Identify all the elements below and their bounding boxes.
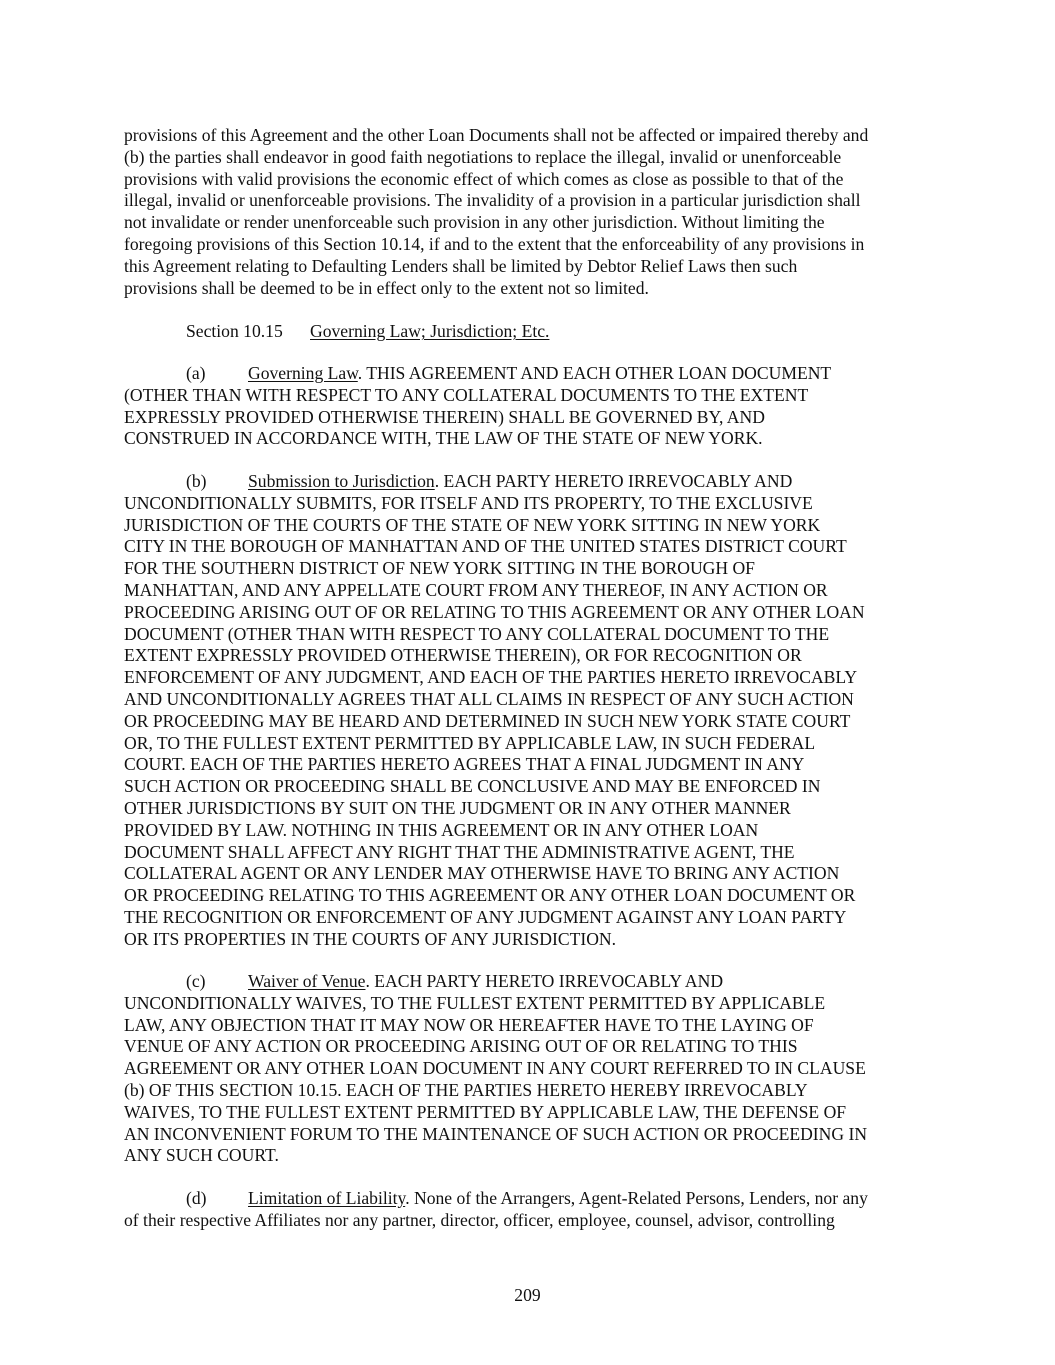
paragraph-a-first-line: . THIS AGREEMENT AND EACH OTHER LOAN DOCUMENT [357,363,832,383]
intro-line: foregoing provisions of this Section 10.14, if and to the extent that the enforceability of any provisions in [124,233,865,254]
paragraph-c [124,971,934,1167]
paragraph-b-first-line: . EACH PARTY HERETO IRREVOCABLY AND [434,471,793,491]
paragraph-d [124,1188,934,1232]
paragraph-line: EXPRESSLY PROVIDED OTHERWISE THEREIN) SHALL BE GOVERNED BY, AND [124,406,765,427]
paragraph-line: AND UNCONDITIONALLY AGREES THAT ALL CLAIMS IN RESPECT OF ANY SUCH ACTION [124,688,854,709]
paragraph-a-label: (a) [186,363,206,383]
paragraph-line: OR PROCEEDING MAY BE HEARD AND DETERMINED IN SUCH NEW YORK STATE COURT [124,710,851,731]
paragraph-line: UNCONDITIONALLY SUBMITS, FOR ITSELF AND ITS PROPERTY, TO THE EXCLUSIVE [124,492,813,513]
paragraph-b [124,471,934,951]
paragraph-line: JURISDICTION OF THE COURTS OF THE STATE OF NEW YORK SITTING IN NEW YORK [124,514,821,535]
paragraph-a-heading: Governing Law [248,363,358,383]
paragraph-line: (b) OF THIS SECTION 10.15. EACH OF THE PARTIES HERETO HEREBY IRREVOCABLY [124,1079,808,1100]
paragraph-line: DOCUMENT (OTHER THAN WITH RESPECT TO ANY COLLATERAL DOCUMENT TO THE [124,623,830,644]
intro-line: this Agreement relating to Defaulting Lenders shall be limited by Debtor Relief Laws then such [124,255,798,276]
paragraph-d-first-line: . None of the Arrangers, Agent-Related Persons, Lenders, nor any [405,1188,868,1208]
paragraph-line: FOR THE SOUTHERN DISTRICT OF NEW YORK SITTING IN THE BOROUGH OF [124,558,755,579]
paragraph-line: PROCEEDING ARISING OUT OF OR RELATING TO THIS AGREEMENT OR ANY OTHER LOAN [124,601,865,622]
section-heading [124,321,934,343]
section-number: Section 10.15 [186,321,283,341]
paragraph-line: COURT. EACH OF THE PARTIES HERETO AGREES THAT A FINAL JUDGMENT IN ANY [124,754,805,775]
paragraph-line: PROVIDED BY LAW. NOTHING IN THIS AGREEMENT OR IN ANY OTHER LOAN [124,819,759,840]
paragraph-line: MANHATTAN, AND ANY APPELLATE COURT FROM ANY THEREOF, IN ANY ACTION OR [124,579,828,600]
paragraph-line: EXTENT EXPRESSLY PROVIDED OTHERWISE THEREIN), OR FOR RECOGNITION OR [124,645,802,666]
intro-line: illegal, invalid or unenforceable provisions. The invalidity of a provision in a particular jurisdiction shall [124,190,861,211]
paragraph-d-label: (d) [186,1188,207,1208]
intro-line: provisions of this Agreement and the other Loan Documents shall not be affected or impaired thereby and [124,125,869,145]
paragraph-line: AN INCONVENIENT FORUM TO THE MAINTENANCE OF SUCH ACTION OR PROCEEDING IN [124,1123,868,1144]
paragraph-b-label: (b) [186,471,207,491]
paragraph-c-heading: Waiver of Venue [248,971,366,991]
paragraph-line: VENUE OF ANY ACTION OR PROCEEDING ARISING OUT OF OR RELATING TO THIS [124,1036,798,1057]
paragraph-line: OTHER JURISDICTIONS BY SUIT ON THE JUDGMENT OR IN ANY OTHER MANNER [124,797,791,818]
paragraph-d-heading: Limitation of Liability [248,1188,406,1208]
paragraph-line: WAIVES, TO THE FULLEST EXTENT PERMITTED BY APPLICABLE LAW, THE DEFENSE OF [124,1101,847,1122]
paragraph-line: CONSTRUED IN ACCORDANCE WITH, THE LAW OF THE STATE OF NEW YORK. [124,428,763,449]
paragraph-line: THE RECOGNITION OR ENFORCEMENT OF ANY JUDGMENT AGAINST ANY LOAN PARTY [124,906,847,927]
paragraph-line: AGREEMENT OR ANY OTHER LOAN DOCUMENT IN ANY COURT REFERRED TO IN CLAUSE [124,1058,866,1079]
paragraph-c-label: (c) [186,971,206,991]
paragraph-line: ANY SUCH COURT. [124,1145,279,1166]
paragraph-line: OR, TO THE FULLEST EXTENT PERMITTED BY APPLICABLE LAW, IN SUCH FEDERAL [124,732,816,753]
intro-line: provisions shall be deemed to be in effect only to the extent not so limited. [124,277,649,298]
paragraph-b-heading: Submission to Jurisdiction [248,471,435,491]
paragraph-line: SUCH ACTION OR PROCEEDING SHALL BE CONCLUSIVE AND MAY BE ENFORCED IN [124,776,821,797]
paragraph-line: DOCUMENT SHALL AFFECT ANY RIGHT THAT THE ADMINISTRATIVE AGENT, THE [124,841,795,862]
paragraph-line: of their respective Affiliates nor any partner, director, officer, employee, counsel, advisor, controlling [124,1209,835,1230]
paragraph-line: ENFORCEMENT OF ANY JUDGMENT, AND EACH OF THE PARTIES HERETO IRREVOCABLY [124,667,858,688]
paragraph-line: UNCONDITIONALLY WAIVES, TO THE FULLEST EXTENT PERMITTED BY APPLICABLE [124,992,826,1013]
paragraph-line: CITY IN THE BOROUGH OF MANHATTAN AND OF THE UNITED STATES DISTRICT COURT [124,536,847,557]
paragraph-line: LAW, ANY OBJECTION THAT IT MAY NOW OR HEREAFTER HAVE TO THE LAYING OF [124,1014,814,1035]
section-title: Governing Law; Jurisdiction; Etc. [310,321,550,341]
paragraph-line: OR PROCEEDING RELATING TO THIS AGREEMENT OR ANY OTHER LOAN DOCUMENT OR [124,885,856,906]
intro-paragraph [124,125,934,299]
paragraph-line: COLLATERAL AGENT OR ANY LENDER MAY OTHERWISE HAVE TO BRING ANY ACTION [124,863,840,884]
page-number: 209 [514,1285,541,1305]
paragraph-a [124,363,934,450]
paragraph-line: OR ITS PROPERTIES IN THE COURTS OF ANY JURISDICTION. [124,928,617,949]
intro-line: provisions with valid provisions the economic effect of which comes as close as possible to that of the [124,168,844,189]
paragraph-c-first-line: . EACH PARTY HERETO IRREVOCABLY AND [365,971,724,991]
intro-line: (b) the parties shall endeavor in good faith negotiations to replace the illegal, invalid or unenforceable [124,146,842,167]
intro-line: not invalidate or render unenforceable such provision in any other jurisdiction. Without limiting the [124,212,825,233]
paragraph-line: (OTHER THAN WITH RESPECT TO ANY COLLATERAL DOCUMENTS TO THE EXTENT [124,384,809,405]
